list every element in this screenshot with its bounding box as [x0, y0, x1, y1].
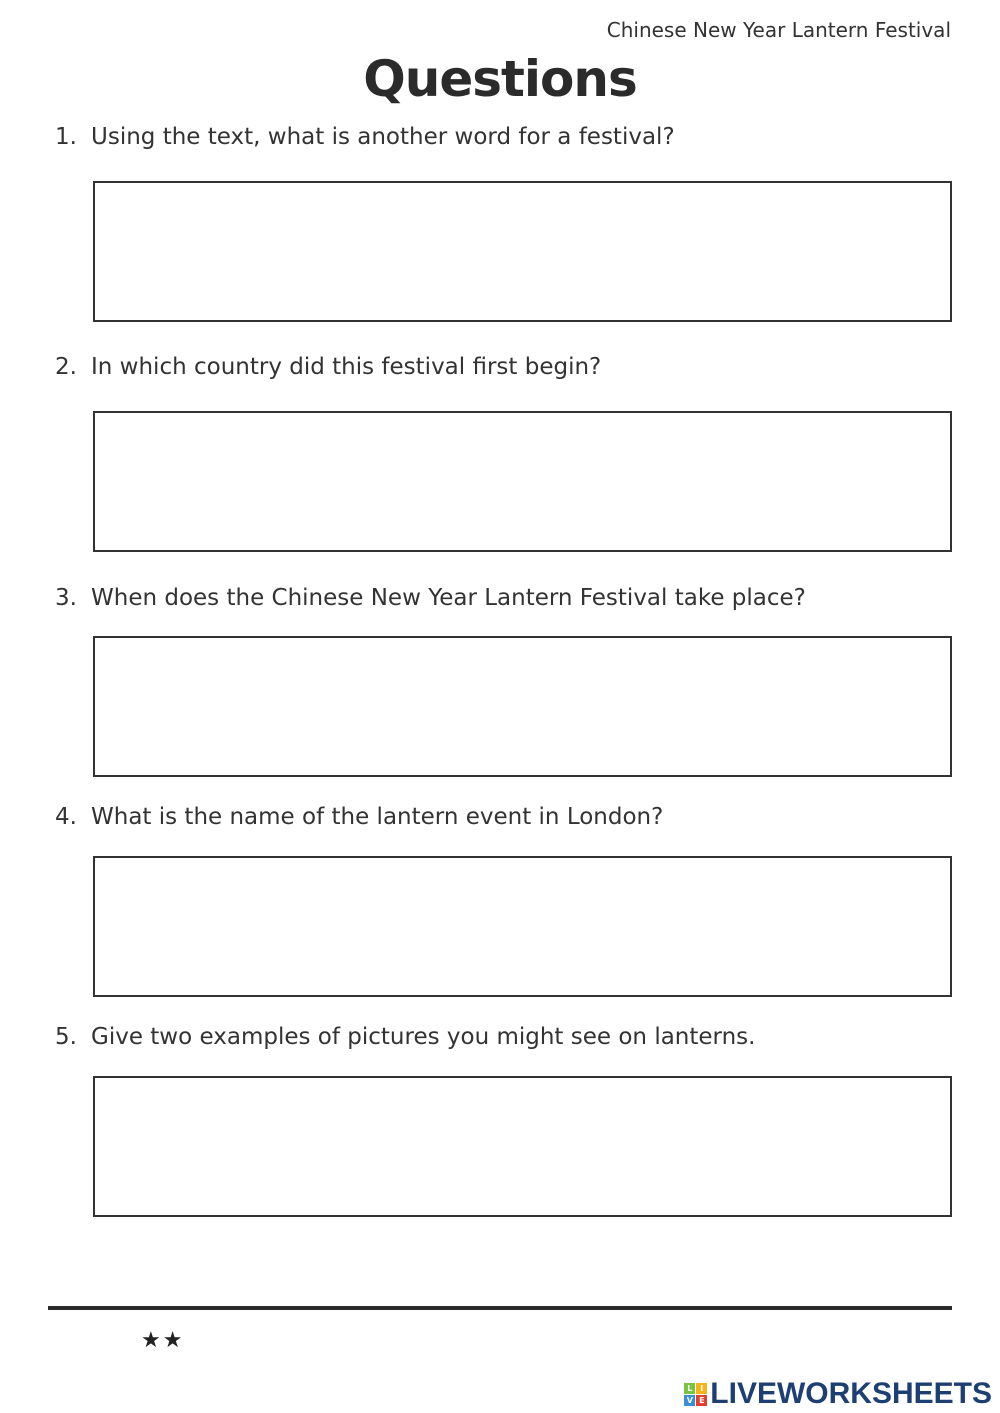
worksheet-subtitle: Chinese New Year Lantern Festival — [606, 18, 951, 42]
question-1 — [55, 124, 675, 150]
difficulty-stars-icon: ★★ — [141, 1328, 185, 1353]
question-4 — [55, 804, 663, 830]
question-text: Give two examples of pictures you might see on lanterns. — [91, 1024, 756, 1050]
logo-tile: L — [684, 1383, 695, 1394]
question-number: 3. — [55, 585, 77, 611]
logo-tile: V — [684, 1395, 695, 1406]
answer-box-4[interactable] — [93, 856, 952, 997]
question-text: In which country did this festival first begin? — [91, 354, 602, 380]
answer-box-3[interactable] — [93, 636, 952, 777]
question-number: 1. — [55, 124, 77, 150]
question-text: Using the text, what is another word for a festival? — [91, 124, 675, 150]
question-text: What is the name of the lantern event in London? — [91, 804, 664, 830]
page-title: Questions — [363, 50, 637, 108]
answer-box-2[interactable] — [93, 411, 952, 552]
question-5 — [55, 1024, 755, 1050]
logo-tile: E — [696, 1395, 707, 1406]
question-number: 4. — [55, 804, 77, 830]
liveworksheets-logo — [684, 1377, 992, 1411]
logo-tile: I — [696, 1383, 707, 1394]
answer-box-5[interactable] — [93, 1076, 952, 1217]
question-text: When does the Chinese New Year Lantern Festival take place? — [91, 585, 806, 611]
question-2 — [55, 354, 601, 380]
logo-text: LIVEWORKSHEETS — [710, 1377, 992, 1410]
question-number: 5. — [55, 1024, 77, 1050]
logo-tiles-icon — [684, 1383, 707, 1406]
question-number: 2. — [55, 354, 77, 380]
question-3 — [55, 585, 806, 611]
answer-box-1[interactable] — [93, 181, 952, 322]
footer-divider — [48, 1306, 952, 1310]
